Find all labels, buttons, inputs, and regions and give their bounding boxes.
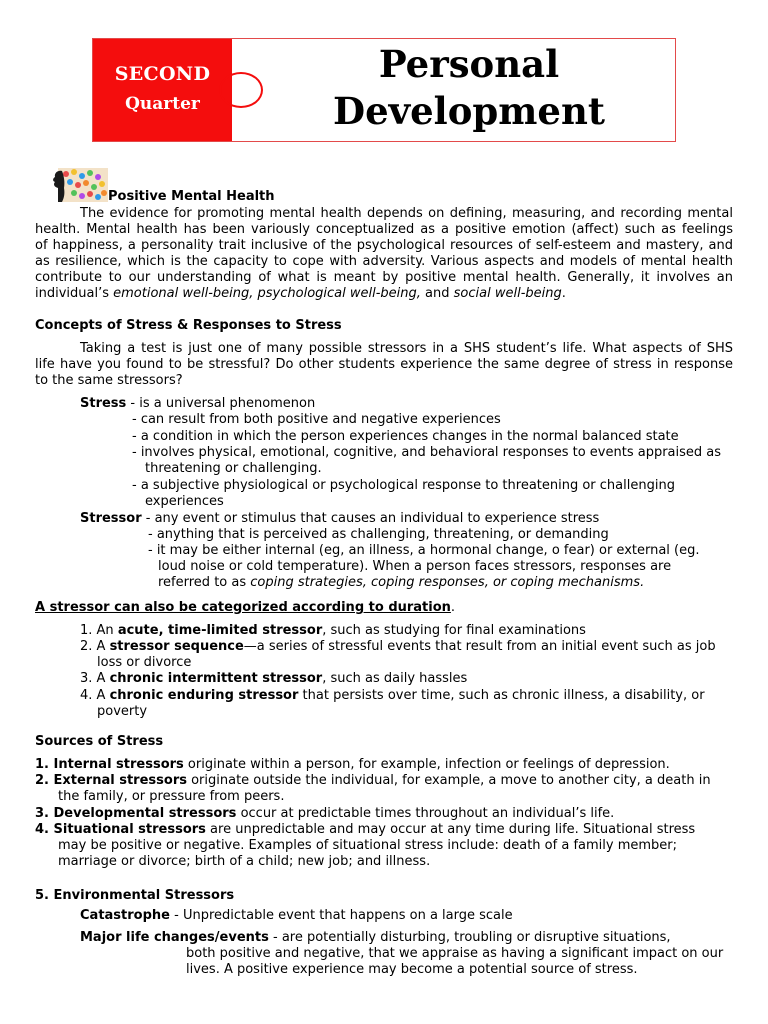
term-stressor: Stressor [80,511,142,526]
list-item: 4. A chronic enduring stressor that persists over time, such as chronic illness, a disability, or [80,688,705,703]
definition-continuation: lives. A positive experience may become a potential source of stress. [186,962,638,977]
list-item-continuation: marriage or divorce; birth of a child; new job; and illness. [58,854,431,869]
definition-item: referred to as coping strategies, coping responses, or coping mechanisms. [158,575,645,590]
list-item: 3. A chronic intermittent stressor, such as daily hassles [80,671,468,686]
definition-item: - a condition in which the person experiences changes in the normal balanced state [132,429,679,444]
emphasis-text: social well-being [453,286,562,301]
major-life-changes-definition: Major life changes/events - are potentially disturbing, troubling or disruptive situations, [80,930,671,945]
definition-item: - can result from both positive and negative experiences [132,412,501,427]
definition-item: - anything that is perceived as challenging, threatening, or demanding [148,527,609,542]
emphasis-text: coping strategies, coping responses, or coping mechanisms. [250,575,645,590]
definition-item: loud noise or cold temperature). When a person faces stressors, responses are [158,559,672,574]
quarter-line1: SECOND [114,63,211,85]
paragraph-line: contribute to our understanding of what is meant by positive mental health. Generally, it involves an [35,270,733,285]
section-heading-sources: Sources of Stress [35,734,164,749]
quarter-line2: Quarter [125,94,200,114]
definition-item: - it may be either internal (eg, an illness, a hormonal change, o fear) or external (eg. [148,543,700,558]
section-heading-positive: Positive Mental Health [108,189,275,204]
list-item-continuation: may be positive or negative. Examples of situational stress include: death of a family member; [58,838,677,853]
list-item: 1. An acute, time-limited stressor, such as studying for final examinations [80,623,586,638]
paragraph-line: as resilience, which is the capacity to cope with adversity. Various aspects and models of mental health [35,254,733,269]
list-item-continuation: the family, or pressure from peers. [58,789,285,804]
term-stress: Stress [80,396,127,411]
decorative-circle [219,72,263,108]
list-item-continuation: loss or divorce [97,655,192,670]
page-title [263,41,675,135]
definition-continuation: both positive and negative, that we appraise as having a significant impact on our [186,946,724,961]
list-item: 1. Internal stressors originate within a person, for example, infection or feelings of depression. [35,757,670,772]
stress-definition: Stress - is a universal phenomenon [80,396,316,411]
paragraph-line: life have you found to be stressful? Do other students experience the same degree of stress in response [35,357,733,372]
section-heading-environmental: 5. Environmental Stressors [35,888,235,903]
section-heading-concepts: Concepts of Stress & Responses to Stress [35,318,342,333]
paragraph-line: individual’s emotional well-being, psychological well-being, and social well-being. [35,286,566,301]
paragraph-line: Taking a test is just one of many possible stressors in a SHS student’s life. What aspects of SHS [80,341,733,356]
list-item: 2. External stressors originate outside the individual, for example, a move to another city, a death in [35,773,711,788]
definition-item: - a subjective physiological or psychological response to threatening or challenging [132,478,675,493]
title-banner [92,38,676,142]
paragraph-line: health. Mental health has been variously conceptualized as a positive emotion (affect) such as feelings [35,222,733,237]
definition-item: threatening or challenging. [145,461,322,476]
duration-heading: A stressor can also be categorized according to duration. [35,600,456,615]
list-item: 4. Situational stressors are unpredictable and may occur at any time during life. Situational stress [35,822,696,837]
colorful-head-silhouette-icon [44,168,108,202]
list-item: 3. Developmental stressors occur at predictable times throughout an individual’s life. [35,806,615,821]
title-line2: Development [333,89,605,133]
paragraph-line: to the same stressors? [35,373,183,388]
definition-item: - involves physical, emotional, cognitive, and behavioral responses to events appraised as [132,445,722,460]
emphasis-text: emotional well-being, psychological well-being, [113,286,421,301]
definition-item: experiences [145,494,224,509]
list-item: 2. A stressor sequence—a series of stressful events that result from an initial event such as job [80,639,716,654]
list-item-continuation: poverty [97,704,148,719]
paragraph-line: of happiness, a personality trait inclusive of the psychological resources of self-esteem and mastery, and [35,238,733,253]
quarter-badge [93,39,232,141]
stressor-definition: Stressor - any event or stimulus that causes an individual to experience stress [80,511,600,526]
catastrophe-definition: Catastrophe - Unpredictable event that happens on a large scale [80,908,513,923]
title-line1: Personal [378,42,560,86]
paragraph-line: The evidence for promoting mental health depends on defining, measuring, and recording mental [80,206,733,221]
